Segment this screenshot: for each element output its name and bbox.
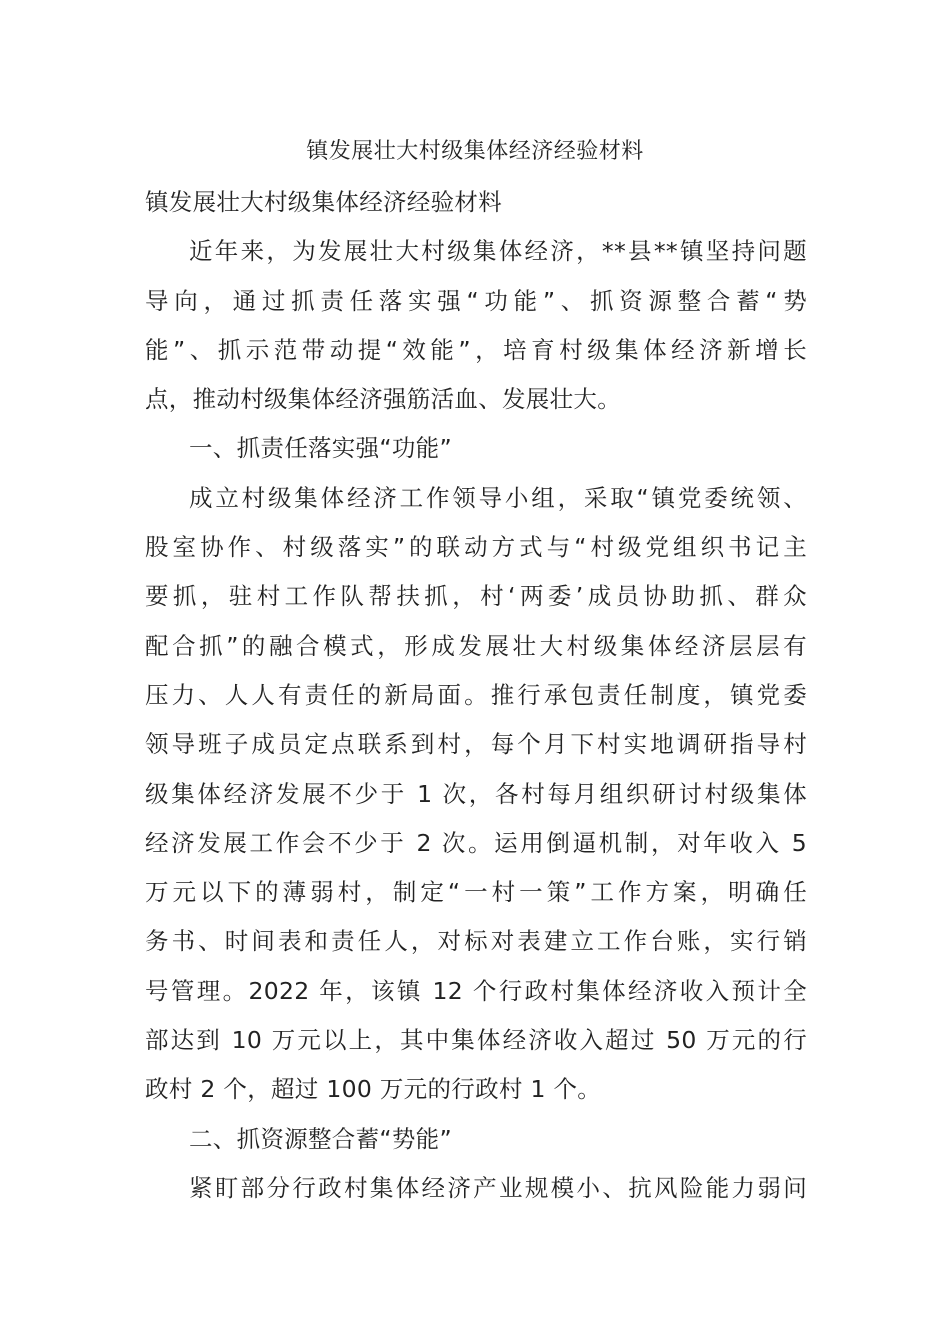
paragraph-line: 股室协作、村级落实”的联动方式与“村级党组织书记主 xyxy=(145,533,807,562)
paragraph-line: 级集体经济发展不少于 1 次，各村每月组织研讨村级集体 xyxy=(145,779,807,808)
paragraph-line: 能”、抓示范带动提“效能”，培育村级集体经济新增长 xyxy=(145,335,807,364)
paragraph-line: 务书、时间表和责任人，对标对表建立工作台账，实行销 xyxy=(145,927,807,956)
document-subtitle: 镇发展壮大村级集体经济经验材料 xyxy=(145,188,502,216)
paragraph-line: 政村 2 个，超过 100 万元的行政村 1 个。 xyxy=(145,1075,602,1104)
paragraph-line: 配合抓”的融合模式，形成发展壮大村级集体经济层层有 xyxy=(145,631,807,660)
paragraph-line: 紧盯部分行政村集体经济产业规模小、抗风险能力弱问 xyxy=(189,1173,807,1202)
paragraph-line: 导向，通过抓责任落实强“功能”、抓资源整合蓄“势 xyxy=(145,286,807,315)
paragraph-line: 要抓，驻村工作队帮扶抓，村‘两委’成员协助抓、群众 xyxy=(145,582,807,611)
paragraph-line: 领导班子成员定点联系到村，每个月下村实地调研指导村 xyxy=(145,730,807,759)
paragraph-line: 部达到 10 万元以上，其中集体经济收入超过 50 万元的行 xyxy=(145,1026,807,1055)
paragraph-line: 成立村级集体经济工作领导小组，采取“镇党委统领、 xyxy=(189,483,807,512)
section-heading: 二、抓资源整合蓄“势能” xyxy=(189,1124,452,1153)
paragraph-line: 号管理。2022 年，该镇 12 个行政村集体经济收入预计全 xyxy=(145,976,807,1005)
paragraph-line: 经济发展工作会不少于 2 次。运用倒逼机制，对年收入 5 xyxy=(145,828,807,857)
document-title: 镇发展壮大村级集体经济经验材料 xyxy=(306,139,644,164)
paragraph-line: 近年来，为发展壮大村级集体经济，**县**镇坚持问题 xyxy=(189,237,807,266)
document-body xyxy=(145,178,807,1213)
section-heading: 一、抓责任落实强“功能” xyxy=(189,434,452,463)
paragraph-line: 点，推动村级集体经济强筋活血、发展壮大。 xyxy=(145,385,621,414)
paragraph-line: 万元以下的薄弱村，制定“一村一策”工作方案，明确任 xyxy=(145,878,807,907)
paragraph-line: 压力、人人有责任的新局面。推行承包责任制度，镇党委 xyxy=(145,680,807,709)
